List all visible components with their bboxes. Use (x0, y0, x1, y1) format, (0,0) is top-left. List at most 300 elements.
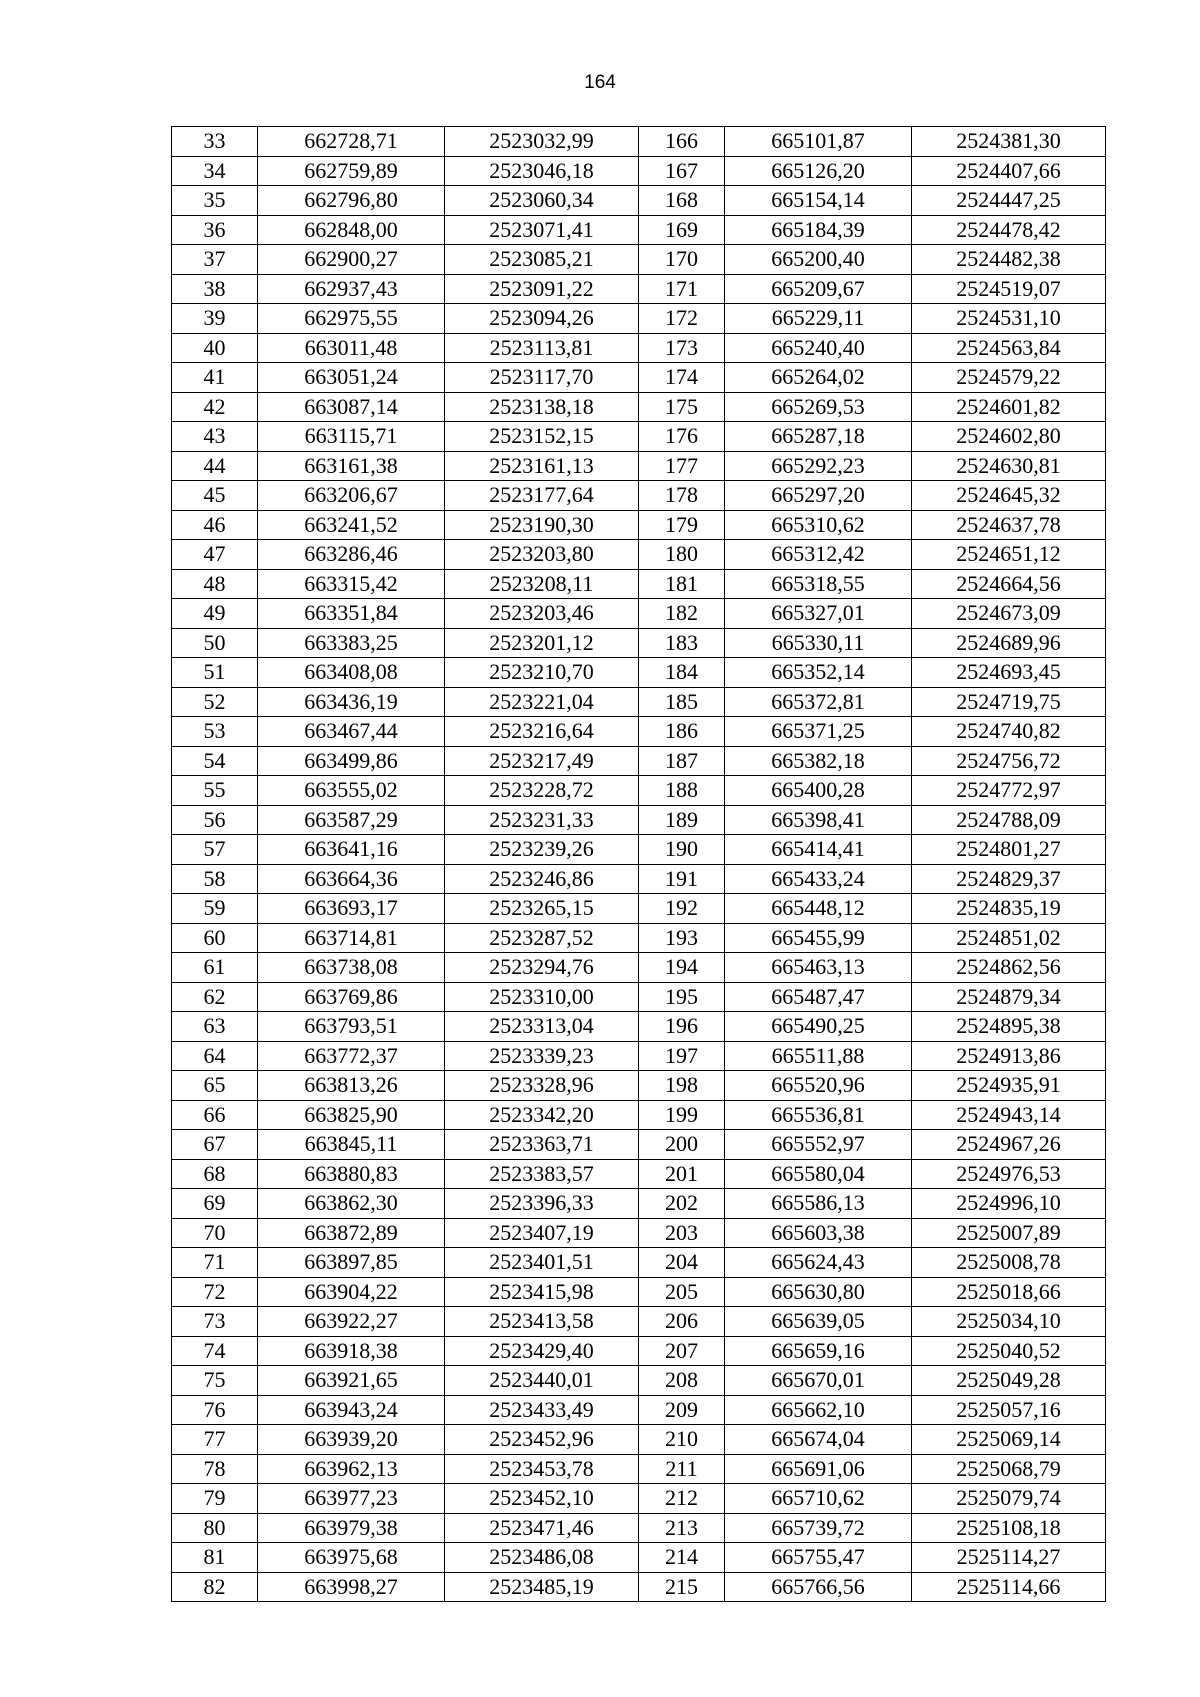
x-coordinate-cell: 665154,14 (725, 186, 912, 216)
y-coordinate-cell: 2523117,70 (445, 363, 639, 393)
y-coordinate-cell: 2524862,56 (912, 953, 1106, 983)
point-number-cell: 194 (639, 953, 725, 983)
point-number-cell: 189 (639, 805, 725, 835)
y-coordinate-cell: 2525049,28 (912, 1366, 1106, 1396)
table-row (172, 569, 1106, 599)
point-number-cell: 45 (172, 481, 258, 511)
table-row (172, 1513, 1106, 1543)
y-coordinate-cell: 2525079,74 (912, 1484, 1106, 1514)
x-coordinate-cell: 665318,55 (725, 569, 912, 599)
y-coordinate-cell: 2523401,51 (445, 1248, 639, 1278)
point-number-cell: 58 (172, 864, 258, 894)
x-coordinate-cell: 662796,80 (258, 186, 445, 216)
point-number-cell: 37 (172, 245, 258, 275)
x-coordinate-cell: 663286,46 (258, 540, 445, 570)
table-row (172, 1189, 1106, 1219)
y-coordinate-cell: 2523313,04 (445, 1012, 639, 1042)
y-coordinate-cell: 2523190,30 (445, 510, 639, 540)
x-coordinate-cell: 663918,38 (258, 1336, 445, 1366)
table-row (172, 776, 1106, 806)
y-coordinate-cell: 2525114,66 (912, 1572, 1106, 1602)
x-coordinate-cell: 665400,28 (725, 776, 912, 806)
point-number-cell: 46 (172, 510, 258, 540)
y-coordinate-cell: 2523161,13 (445, 451, 639, 481)
point-number-cell: 53 (172, 717, 258, 747)
y-coordinate-cell: 2523452,96 (445, 1425, 639, 1455)
x-coordinate-cell: 663693,17 (258, 894, 445, 924)
x-coordinate-cell: 663436,19 (258, 687, 445, 717)
point-number-cell: 198 (639, 1071, 725, 1101)
y-coordinate-cell: 2524664,56 (912, 569, 1106, 599)
x-coordinate-cell: 663641,16 (258, 835, 445, 865)
point-number-cell: 188 (639, 776, 725, 806)
point-number-cell: 204 (639, 1248, 725, 1278)
x-coordinate-cell: 665229,11 (725, 304, 912, 334)
table-row (172, 1100, 1106, 1130)
x-coordinate-cell: 665184,39 (725, 215, 912, 245)
x-coordinate-cell: 663904,22 (258, 1277, 445, 1307)
y-coordinate-cell: 2524835,19 (912, 894, 1106, 924)
table-row (172, 451, 1106, 481)
x-coordinate-cell: 662975,55 (258, 304, 445, 334)
x-coordinate-cell: 663825,90 (258, 1100, 445, 1130)
point-number-cell: 67 (172, 1130, 258, 1160)
table-row (172, 510, 1106, 540)
point-number-cell: 167 (639, 156, 725, 186)
table-row (172, 658, 1106, 688)
point-number-cell: 208 (639, 1366, 725, 1396)
x-coordinate-cell: 665287,18 (725, 422, 912, 452)
y-coordinate-cell: 2523342,20 (445, 1100, 639, 1130)
x-coordinate-cell: 665586,13 (725, 1189, 912, 1219)
point-number-cell: 190 (639, 835, 725, 865)
table-row (172, 1041, 1106, 1071)
table-row (172, 1366, 1106, 1396)
x-coordinate-cell: 665662,10 (725, 1395, 912, 1425)
x-coordinate-cell: 665624,43 (725, 1248, 912, 1278)
table-row (172, 1395, 1106, 1425)
point-number-cell: 79 (172, 1484, 258, 1514)
point-number-cell: 207 (639, 1336, 725, 1366)
y-coordinate-cell: 2524645,32 (912, 481, 1106, 511)
point-number-cell: 209 (639, 1395, 725, 1425)
x-coordinate-cell: 665327,01 (725, 599, 912, 629)
x-coordinate-cell: 662759,89 (258, 156, 445, 186)
y-coordinate-cell: 2525069,14 (912, 1425, 1106, 1455)
point-number-cell: 191 (639, 864, 725, 894)
table-row (172, 1454, 1106, 1484)
x-coordinate-cell: 665739,72 (725, 1513, 912, 1543)
x-coordinate-cell: 663587,29 (258, 805, 445, 835)
table-row (172, 805, 1106, 835)
x-coordinate-cell: 663206,67 (258, 481, 445, 511)
y-coordinate-cell: 2524756,72 (912, 746, 1106, 776)
y-coordinate-cell: 2524579,22 (912, 363, 1106, 393)
point-number-cell: 68 (172, 1159, 258, 1189)
x-coordinate-cell: 663161,38 (258, 451, 445, 481)
point-number-cell: 62 (172, 982, 258, 1012)
y-coordinate-cell: 2523415,98 (445, 1277, 639, 1307)
x-coordinate-cell: 663939,20 (258, 1425, 445, 1455)
y-coordinate-cell: 2524943,14 (912, 1100, 1106, 1130)
y-coordinate-cell: 2524531,10 (912, 304, 1106, 334)
point-number-cell: 81 (172, 1543, 258, 1573)
y-coordinate-cell: 2523091,22 (445, 274, 639, 304)
y-coordinate-cell: 2523203,46 (445, 599, 639, 629)
table-row (172, 923, 1106, 953)
y-coordinate-cell: 2523246,86 (445, 864, 639, 894)
x-coordinate-cell: 665766,56 (725, 1572, 912, 1602)
y-coordinate-cell: 2523265,15 (445, 894, 639, 924)
y-coordinate-cell: 2525068,79 (912, 1454, 1106, 1484)
y-coordinate-cell: 2523094,26 (445, 304, 639, 334)
y-coordinate-cell: 2523433,49 (445, 1395, 639, 1425)
x-coordinate-cell: 663979,38 (258, 1513, 445, 1543)
point-number-cell: 43 (172, 422, 258, 452)
x-coordinate-cell: 663793,51 (258, 1012, 445, 1042)
y-coordinate-cell: 2523363,71 (445, 1130, 639, 1160)
y-coordinate-cell: 2524563,84 (912, 333, 1106, 363)
point-number-cell: 213 (639, 1513, 725, 1543)
table-row (172, 127, 1106, 157)
point-number-cell: 178 (639, 481, 725, 511)
table-row (172, 481, 1106, 511)
point-number-cell: 51 (172, 658, 258, 688)
point-number-cell: 175 (639, 392, 725, 422)
table-row (172, 717, 1106, 747)
table-row (172, 1572, 1106, 1602)
y-coordinate-cell: 2523407,19 (445, 1218, 639, 1248)
y-coordinate-cell: 2524895,38 (912, 1012, 1106, 1042)
point-number-cell: 38 (172, 274, 258, 304)
point-number-cell: 172 (639, 304, 725, 334)
point-number-cell: 166 (639, 127, 725, 157)
x-coordinate-cell: 665414,41 (725, 835, 912, 865)
point-number-cell: 196 (639, 1012, 725, 1042)
x-coordinate-cell: 665209,67 (725, 274, 912, 304)
table-row (172, 894, 1106, 924)
x-coordinate-cell: 663051,24 (258, 363, 445, 393)
x-coordinate-cell: 665433,24 (725, 864, 912, 894)
point-number-cell: 71 (172, 1248, 258, 1278)
table-row (172, 1336, 1106, 1366)
table-row (172, 1307, 1106, 1337)
y-coordinate-cell: 2524967,26 (912, 1130, 1106, 1160)
x-coordinate-cell: 665382,18 (725, 746, 912, 776)
y-coordinate-cell: 2524447,25 (912, 186, 1106, 216)
point-number-cell: 52 (172, 687, 258, 717)
x-coordinate-cell: 665536,81 (725, 1100, 912, 1130)
y-coordinate-cell: 2524719,75 (912, 687, 1106, 717)
table-row (172, 422, 1106, 452)
x-coordinate-cell: 665372,81 (725, 687, 912, 717)
point-number-cell: 169 (639, 215, 725, 245)
table-row (172, 215, 1106, 245)
y-coordinate-cell: 2524630,81 (912, 451, 1106, 481)
point-number-cell: 72 (172, 1277, 258, 1307)
x-coordinate-cell: 663872,89 (258, 1218, 445, 1248)
point-number-cell: 40 (172, 333, 258, 363)
y-coordinate-cell: 2523208,11 (445, 569, 639, 599)
point-number-cell: 184 (639, 658, 725, 688)
y-coordinate-cell: 2523060,34 (445, 186, 639, 216)
point-number-cell: 47 (172, 540, 258, 570)
x-coordinate-cell: 662900,27 (258, 245, 445, 275)
x-coordinate-cell: 663845,11 (258, 1130, 445, 1160)
point-number-cell: 55 (172, 776, 258, 806)
table-row (172, 1218, 1106, 1248)
y-coordinate-cell: 2524651,12 (912, 540, 1106, 570)
y-coordinate-cell: 2525034,10 (912, 1307, 1106, 1337)
y-coordinate-cell: 2523221,04 (445, 687, 639, 717)
x-coordinate-cell: 665520,96 (725, 1071, 912, 1101)
point-number-cell: 182 (639, 599, 725, 629)
point-number-cell: 203 (639, 1218, 725, 1248)
y-coordinate-cell: 2524482,38 (912, 245, 1106, 275)
y-coordinate-cell: 2524788,09 (912, 805, 1106, 835)
point-number-cell: 80 (172, 1513, 258, 1543)
y-coordinate-cell: 2524673,09 (912, 599, 1106, 629)
y-coordinate-cell: 2523210,70 (445, 658, 639, 688)
y-coordinate-cell: 2524913,86 (912, 1041, 1106, 1071)
table-row (172, 540, 1106, 570)
y-coordinate-cell: 2523085,21 (445, 245, 639, 275)
table-row (172, 1130, 1106, 1160)
point-number-cell: 186 (639, 717, 725, 747)
y-coordinate-cell: 2523485,19 (445, 1572, 639, 1602)
point-number-cell: 70 (172, 1218, 258, 1248)
y-coordinate-cell: 2525040,52 (912, 1336, 1106, 1366)
y-coordinate-cell: 2523203,80 (445, 540, 639, 570)
y-coordinate-cell: 2523440,01 (445, 1366, 639, 1396)
table-row (172, 392, 1106, 422)
y-coordinate-cell: 2523231,33 (445, 805, 639, 835)
point-number-cell: 176 (639, 422, 725, 452)
table-row (172, 186, 1106, 216)
x-coordinate-cell: 663714,81 (258, 923, 445, 953)
point-number-cell: 201 (639, 1159, 725, 1189)
point-number-cell: 78 (172, 1454, 258, 1484)
y-coordinate-cell: 2523452,10 (445, 1484, 639, 1514)
point-number-cell: 65 (172, 1071, 258, 1101)
x-coordinate-cell: 663772,37 (258, 1041, 445, 1071)
point-number-cell: 177 (639, 451, 725, 481)
x-coordinate-cell: 663998,27 (258, 1572, 445, 1602)
point-number-cell: 206 (639, 1307, 725, 1337)
x-coordinate-cell: 663921,65 (258, 1366, 445, 1396)
y-coordinate-cell: 2523152,15 (445, 422, 639, 452)
point-number-cell: 39 (172, 304, 258, 334)
point-number-cell: 215 (639, 1572, 725, 1602)
point-number-cell: 35 (172, 186, 258, 216)
point-number-cell: 34 (172, 156, 258, 186)
point-number-cell: 193 (639, 923, 725, 953)
y-coordinate-cell: 2524601,82 (912, 392, 1106, 422)
x-coordinate-cell: 665755,47 (725, 1543, 912, 1573)
x-coordinate-cell: 663975,68 (258, 1543, 445, 1573)
point-number-cell: 59 (172, 894, 258, 924)
table-row (172, 1159, 1106, 1189)
point-number-cell: 197 (639, 1041, 725, 1071)
x-coordinate-cell: 665312,42 (725, 540, 912, 570)
y-coordinate-cell: 2523287,52 (445, 923, 639, 953)
table-row (172, 245, 1106, 275)
x-coordinate-cell: 665630,80 (725, 1277, 912, 1307)
y-coordinate-cell: 2525018,66 (912, 1277, 1106, 1307)
y-coordinate-cell: 2523294,76 (445, 953, 639, 983)
point-number-cell: 73 (172, 1307, 258, 1337)
y-coordinate-cell: 2524851,02 (912, 923, 1106, 953)
x-coordinate-cell: 665269,53 (725, 392, 912, 422)
x-coordinate-cell: 663962,13 (258, 1454, 445, 1484)
table-row (172, 1071, 1106, 1101)
y-coordinate-cell: 2523216,64 (445, 717, 639, 747)
table-row (172, 1484, 1106, 1514)
y-coordinate-cell: 2523046,18 (445, 156, 639, 186)
y-coordinate-cell: 2523471,46 (445, 1513, 639, 1543)
x-coordinate-cell: 663897,85 (258, 1248, 445, 1278)
point-number-cell: 174 (639, 363, 725, 393)
x-coordinate-cell: 665264,02 (725, 363, 912, 393)
point-number-cell: 75 (172, 1366, 258, 1396)
point-number-cell: 41 (172, 363, 258, 393)
table-row (172, 1425, 1106, 1455)
x-coordinate-cell: 663351,84 (258, 599, 445, 629)
x-coordinate-cell: 662728,71 (258, 127, 445, 157)
point-number-cell: 82 (172, 1572, 258, 1602)
y-coordinate-cell: 2525114,27 (912, 1543, 1106, 1573)
y-coordinate-cell: 2524478,42 (912, 215, 1106, 245)
y-coordinate-cell: 2523413,58 (445, 1307, 639, 1337)
y-coordinate-cell: 2524829,37 (912, 864, 1106, 894)
y-coordinate-cell: 2523228,72 (445, 776, 639, 806)
point-number-cell: 48 (172, 569, 258, 599)
table-row (172, 982, 1106, 1012)
point-number-cell: 64 (172, 1041, 258, 1071)
table-row (172, 687, 1106, 717)
point-number-cell: 200 (639, 1130, 725, 1160)
x-coordinate-cell: 665639,05 (725, 1307, 912, 1337)
x-coordinate-cell: 663467,44 (258, 717, 445, 747)
y-coordinate-cell: 2523113,81 (445, 333, 639, 363)
x-coordinate-cell: 665603,38 (725, 1218, 912, 1248)
table-row (172, 156, 1106, 186)
x-coordinate-cell: 665659,16 (725, 1336, 912, 1366)
x-coordinate-cell: 663499,86 (258, 746, 445, 776)
y-coordinate-cell: 2525007,89 (912, 1218, 1106, 1248)
y-coordinate-cell: 2523310,00 (445, 982, 639, 1012)
point-number-cell: 69 (172, 1189, 258, 1219)
x-coordinate-cell: 663943,24 (258, 1395, 445, 1425)
point-number-cell: 56 (172, 805, 258, 835)
point-number-cell: 205 (639, 1277, 725, 1307)
table-row (172, 274, 1106, 304)
x-coordinate-cell: 665200,40 (725, 245, 912, 275)
x-coordinate-cell: 665352,14 (725, 658, 912, 688)
point-number-cell: 61 (172, 953, 258, 983)
y-coordinate-cell: 2523201,12 (445, 628, 639, 658)
x-coordinate-cell: 663813,26 (258, 1071, 445, 1101)
y-coordinate-cell: 2524935,91 (912, 1071, 1106, 1101)
x-coordinate-cell: 665448,12 (725, 894, 912, 924)
y-coordinate-cell: 2524637,78 (912, 510, 1106, 540)
point-number-cell: 57 (172, 835, 258, 865)
point-number-cell: 211 (639, 1454, 725, 1484)
point-number-cell: 181 (639, 569, 725, 599)
y-coordinate-cell: 2524602,80 (912, 422, 1106, 452)
point-number-cell: 195 (639, 982, 725, 1012)
y-coordinate-cell: 2523328,96 (445, 1071, 639, 1101)
x-coordinate-cell: 665101,87 (725, 127, 912, 157)
point-number-cell: 54 (172, 746, 258, 776)
table-row (172, 835, 1106, 865)
point-number-cell: 44 (172, 451, 258, 481)
y-coordinate-cell: 2523453,78 (445, 1454, 639, 1484)
x-coordinate-cell: 665126,20 (725, 156, 912, 186)
x-coordinate-cell: 663769,86 (258, 982, 445, 1012)
table-row (172, 1248, 1106, 1278)
x-coordinate-cell: 665240,40 (725, 333, 912, 363)
x-coordinate-cell: 665511,88 (725, 1041, 912, 1071)
point-number-cell: 179 (639, 510, 725, 540)
y-coordinate-cell: 2523071,41 (445, 215, 639, 245)
table-row (172, 333, 1106, 363)
table-row (172, 363, 1106, 393)
point-number-cell: 180 (639, 540, 725, 570)
point-number-cell: 210 (639, 1425, 725, 1455)
table-row (172, 628, 1106, 658)
table-row (172, 304, 1106, 334)
coordinate-table-body (172, 127, 1106, 1602)
x-coordinate-cell: 665310,62 (725, 510, 912, 540)
point-number-cell: 171 (639, 274, 725, 304)
y-coordinate-cell: 2524801,27 (912, 835, 1106, 865)
x-coordinate-cell: 663664,36 (258, 864, 445, 894)
point-number-cell: 33 (172, 127, 258, 157)
y-coordinate-cell: 2524976,53 (912, 1159, 1106, 1189)
y-coordinate-cell: 2525008,78 (912, 1248, 1106, 1278)
table-row (172, 953, 1106, 983)
x-coordinate-cell: 665670,01 (725, 1366, 912, 1396)
point-number-cell: 50 (172, 628, 258, 658)
x-coordinate-cell: 663922,27 (258, 1307, 445, 1337)
table-row (172, 599, 1106, 629)
point-number-cell: 66 (172, 1100, 258, 1130)
x-coordinate-cell: 663738,08 (258, 953, 445, 983)
point-number-cell: 60 (172, 923, 258, 953)
x-coordinate-cell: 665552,97 (725, 1130, 912, 1160)
y-coordinate-cell: 2524740,82 (912, 717, 1106, 747)
x-coordinate-cell: 662848,00 (258, 215, 445, 245)
x-coordinate-cell: 663862,30 (258, 1189, 445, 1219)
y-coordinate-cell: 2525108,18 (912, 1513, 1106, 1543)
x-coordinate-cell: 663408,08 (258, 658, 445, 688)
y-coordinate-cell: 2523486,08 (445, 1543, 639, 1573)
y-coordinate-cell: 2524407,66 (912, 156, 1106, 186)
y-coordinate-cell: 2524996,10 (912, 1189, 1106, 1219)
point-number-cell: 212 (639, 1484, 725, 1514)
x-coordinate-cell: 665330,11 (725, 628, 912, 658)
x-coordinate-cell: 665297,20 (725, 481, 912, 511)
x-coordinate-cell: 663977,23 (258, 1484, 445, 1514)
y-coordinate-cell: 2523217,49 (445, 746, 639, 776)
point-number-cell: 42 (172, 392, 258, 422)
point-number-cell: 74 (172, 1336, 258, 1366)
y-coordinate-cell: 2525057,16 (912, 1395, 1106, 1425)
point-number-cell: 76 (172, 1395, 258, 1425)
x-coordinate-cell: 665398,41 (725, 805, 912, 835)
x-coordinate-cell: 663315,42 (258, 569, 445, 599)
